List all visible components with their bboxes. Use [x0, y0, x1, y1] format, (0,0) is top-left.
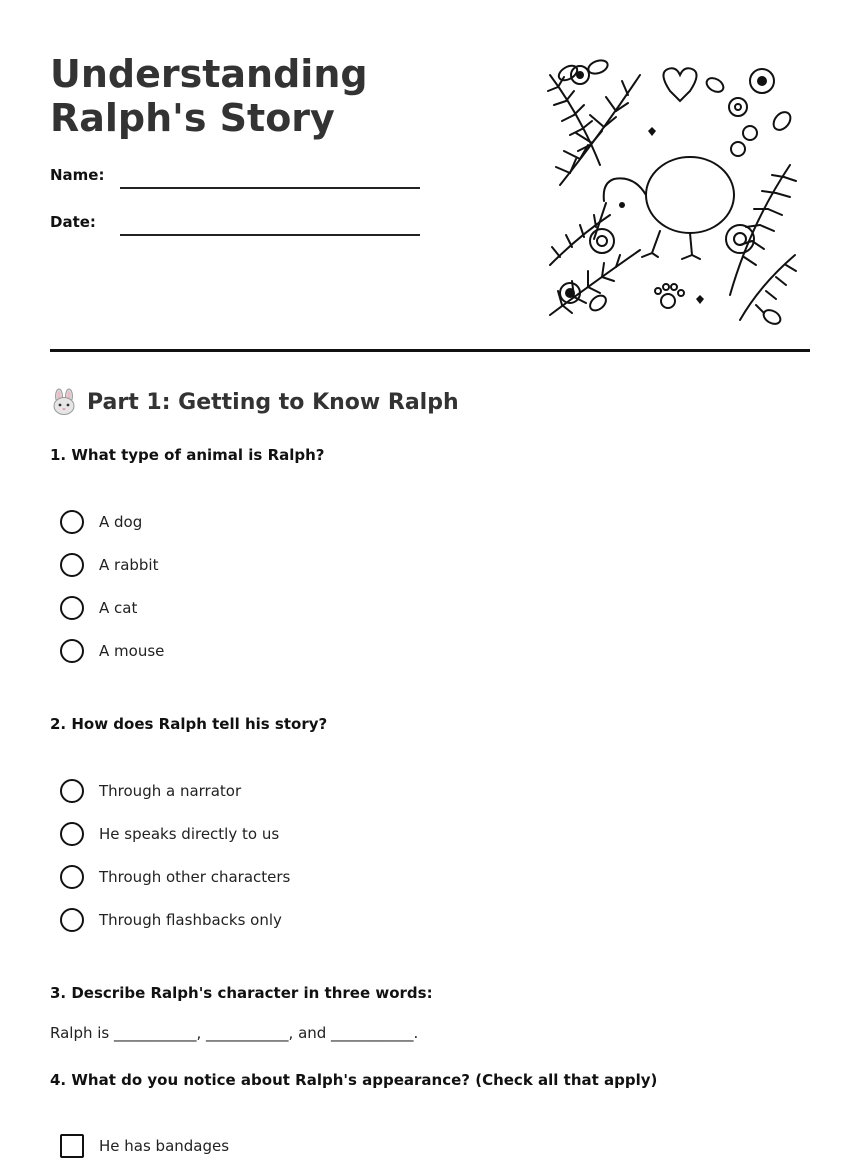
question-2: 2. How does Ralph tell his story? [50, 715, 328, 733]
option-label: Through other characters [99, 868, 291, 886]
checkbox-option[interactable] [60, 1133, 229, 1159]
section-heading-part-1 [50, 388, 459, 416]
radio-option[interactable] [60, 552, 158, 578]
fill-in-blank-answer[interactable]: Ralph is ___________, ___________, and ___________. [50, 1024, 419, 1042]
option-label: A mouse [99, 642, 165, 660]
option-label: A rabbit [99, 556, 159, 574]
radio-button[interactable] [60, 865, 84, 889]
question-4: 4. What do you notice about Ralph's appearance? (Check all that apply) [50, 1071, 658, 1089]
radio-button[interactable] [60, 822, 84, 846]
radio-button[interactable] [60, 639, 84, 663]
question-1: 1. What type of animal is Ralph? [50, 446, 325, 464]
date-label: Date: [50, 213, 96, 231]
option-label: He speaks directly to us [99, 825, 280, 843]
checkbox[interactable] [60, 1134, 84, 1158]
rabbit-face-icon [50, 388, 78, 416]
option-label: A cat [99, 599, 138, 617]
radio-option[interactable] [60, 638, 164, 664]
radio-option[interactable] [60, 864, 290, 890]
question-3: 3. Describe Ralph's character in three words: [50, 984, 433, 1002]
name-label: Name: [50, 166, 105, 184]
section-title: Part 1: Getting to Know Ralph [87, 389, 459, 415]
option-label: He has bandages [99, 1137, 230, 1155]
page-title: Understanding Ralph's Story [50, 52, 368, 140]
radio-option[interactable] [60, 821, 279, 847]
radio-option[interactable] [60, 509, 142, 535]
radio-button[interactable] [60, 908, 84, 932]
radio-button[interactable] [60, 553, 84, 577]
name-field[interactable] [120, 187, 420, 189]
radio-option[interactable] [60, 595, 137, 621]
date-field[interactable] [120, 234, 420, 236]
option-label: Through flashbacks only [99, 911, 282, 929]
radio-button[interactable] [60, 510, 84, 534]
section-divider [50, 349, 810, 352]
radio-button[interactable] [60, 596, 84, 620]
radio-option[interactable] [60, 778, 241, 804]
radio-button[interactable] [60, 779, 84, 803]
kiwi-floral-illustration [540, 55, 800, 325]
option-label: Through a narrator [99, 782, 242, 800]
radio-option[interactable] [60, 907, 282, 933]
option-label: A dog [99, 513, 143, 531]
